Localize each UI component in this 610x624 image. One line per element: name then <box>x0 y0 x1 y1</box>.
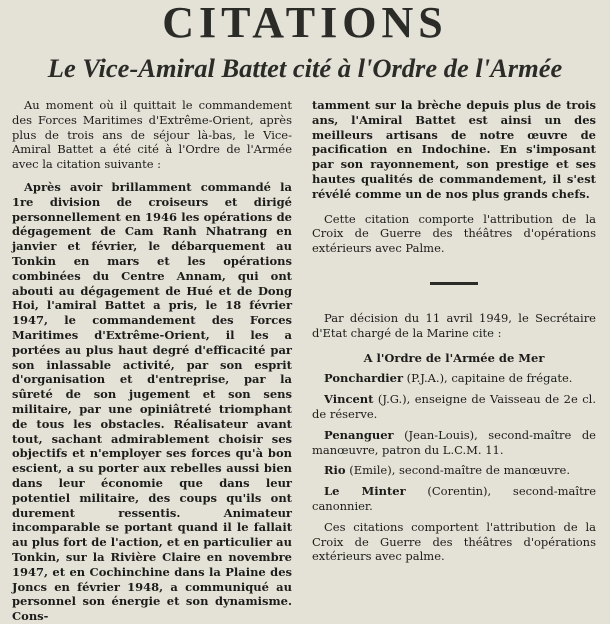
list-item <box>312 371 596 386</box>
intro-paragraph: Au moment où il quittait le commandement des Forces Maritimes d'Extrême-Orient, après plus de trois ans de séjour là-bas, le Vice-Amiral Battet a été cité à l'Ordre de l'Armée avec la citation suivante : <box>12 98 292 172</box>
citation-note: Cette citation comporte l'attribution de la Croix de Guerre des théâtres d'opérations extérieurs avec Palme. <box>312 211 596 256</box>
list-item <box>312 484 596 514</box>
right-column <box>312 98 596 564</box>
person-name: Rio <box>324 463 346 478</box>
person-detail: (Jean-Louis), second-maître de manœuvre, patron du L.C.M. 11. <box>312 427 596 457</box>
person-name: Le Minter <box>324 484 406 499</box>
left-column <box>12 98 292 624</box>
list-item <box>312 428 596 458</box>
list-item <box>312 392 596 422</box>
closing-note: Ces citations comportent l'attribution de la Croix de Guerre des théâtres d'opérations extérieurs avec palme. <box>312 519 596 564</box>
decision-paragraph: Par décision du 11 avril 1949, le Secrétaire d'Etat chargé de la Marine cite : <box>312 310 596 340</box>
section-divider <box>430 282 478 285</box>
person-detail: (Corentin), second-maître canonnier. <box>312 484 596 513</box>
page-title: CITATIONS <box>162 0 448 47</box>
person-detail: (Emile), second-maître de manœuvre. <box>345 463 570 478</box>
person-name: Ponchardier <box>324 371 404 386</box>
person-detail: (J.G.), enseigne de Vaisseau de 2e cl. de réserve. <box>312 392 596 421</box>
section-heading: A l'Ordre de l'Armée de Mer <box>363 350 545 365</box>
page-subtitle: Le Vice-Amiral Battet cité à l'Ordre de l'Armée <box>47 53 563 83</box>
person-detail: (P.J.A.), capitaine de frégate. <box>403 371 573 386</box>
citation-continued: tamment sur la brèche depuis plus de trois ans, l'Amiral Battet est ainsi un des meilleurs artisans de notre œuvre de pacification en Indochine. En s'imposant par son rayonnement, son prestige et ses hautes qualités de commandement, il s'est révélé comme un de nos plus grands chefs. <box>312 98 596 201</box>
person-name: Penanguer <box>324 427 394 442</box>
person-name: Vincent <box>324 392 374 407</box>
citation-text: Après avoir brillamment commandé la 1re division de croiseurs et dirigé personnellement en 1946 les opérations de dégagement de Cam Ranh Nhatrang en janvier et février, le débarquement au Tonkin en mars et les opérations combinées du Centre Annam, qui ont abouti au dégagement de Hué et de Dong Hoi, l'amiral Battet a pris, le 18 février 1947, le commandement des Forces Maritimes d'Extrême-Orient, il les a portées au plus haut degré d'efficacité par son inlassable activité, par son esprit d'organisation et d'entreprise, par la sûreté de son jugement et son sens militaire, par une opiniâtreté triomphant de tous les obstacles. Réalisateur avant tout, sachant admirablement choisir ses objectifs et n'employer ses forces qu'à bon escient, a su porter aux rebelles aussi bien dans leur économie que dans leur potentiel militaire, des coups qu'ils ont durement ressentis. Animateur incomparable se portant quand il le fallait au plus fort de l'action, et en particulier au Tonkin, sur la Rivière Claire en novembre 1947, et en Cochinchine dans la Plaine des Joncs en février 1948, a communiqué au personnel son énergie et son dynamisme. Cons- <box>12 179 292 624</box>
list-item <box>312 463 596 478</box>
